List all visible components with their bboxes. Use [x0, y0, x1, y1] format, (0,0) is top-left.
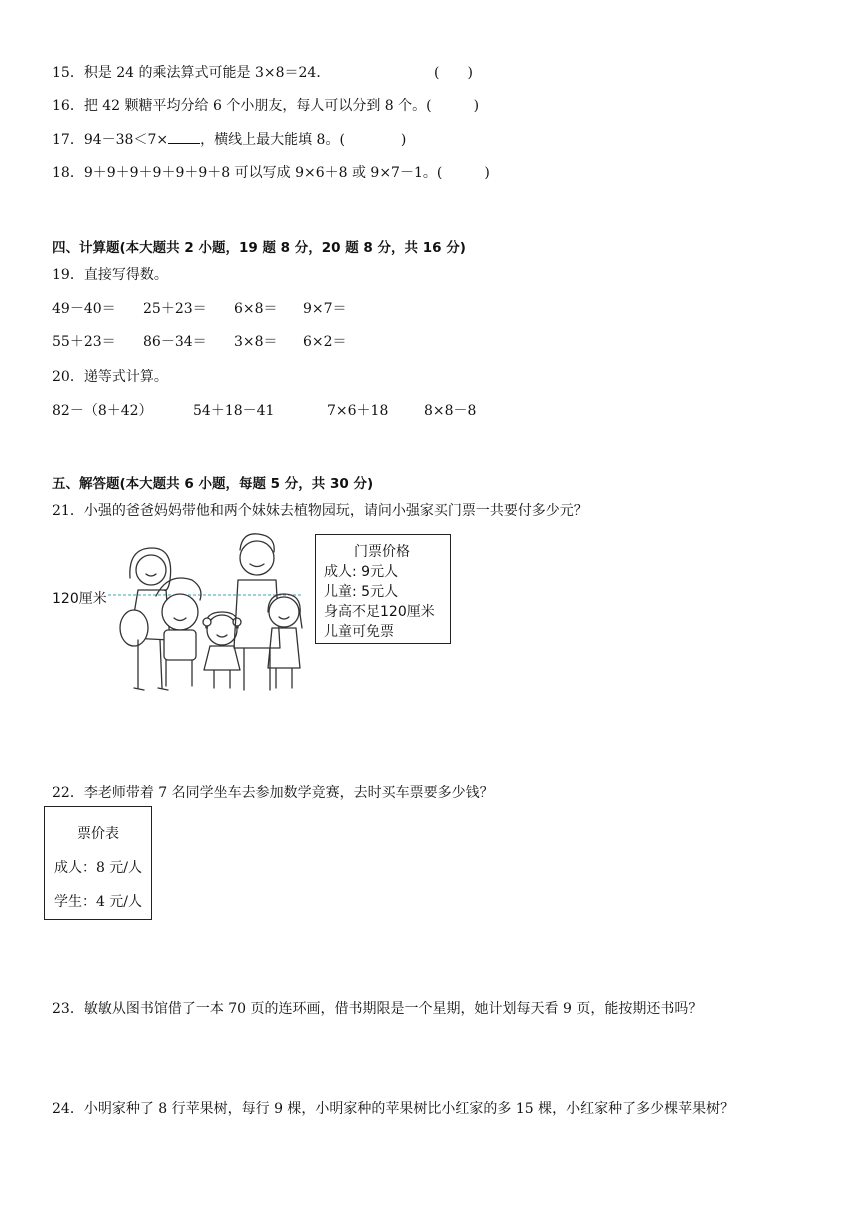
height-label: 120厘米	[52, 591, 107, 607]
question-24: 24．小明家种了 8 行苹果树，每行 9 棵，小明家种的苹果树比小红家的多 15 棵，小红家种了多少棵苹果树？	[52, 1101, 735, 1117]
calc-item: 7×6＋18	[327, 403, 389, 419]
calc-item: 6×8＝	[234, 301, 278, 317]
price-table-box	[44, 806, 152, 920]
question-15-text: 15．积是 24 的乘法算式可能是 3×8＝24．	[52, 65, 331, 81]
price-table-student: 学生：4 元/人	[53, 894, 143, 910]
question-16	[52, 95, 479, 115]
question-17-answer-paren[interactable]: ( )	[339, 132, 407, 148]
ticket-price-box	[315, 534, 451, 644]
question-17-text-after: ，横线上最大能填 8。	[200, 132, 340, 148]
question-15	[52, 62, 330, 82]
question-22: 22．李老师带着 7 名同学坐车去参加数学竞赛，去时买车票要多少钱？	[52, 785, 494, 801]
calc-item: 8×8－8	[424, 403, 477, 419]
boy-figure	[156, 578, 201, 686]
calc-item: 49－40＝	[52, 301, 116, 317]
question-17-blank[interactable]	[168, 131, 200, 144]
question-18	[52, 162, 490, 182]
calc-item: 9×7＝	[303, 301, 347, 317]
older-sister-figure	[268, 594, 302, 688]
question-19: 19．直接写得数。	[52, 267, 168, 283]
section-5-heading: 五、解答题(本大题共 6 小题，每题 5 分，共 30 分)	[52, 476, 374, 492]
question-18-text: 18．9＋9＋9＋9＋9＋9＋8 可以写成 9×6＋8 或 9×7－1。	[52, 165, 437, 181]
section-4-heading: 四、计算题(本大题共 2 小题，19 题 8 分，20 题 8 分，共 16 分)	[52, 240, 466, 256]
question-18-answer-paren[interactable]: ( )	[436, 165, 490, 181]
question-21: 21．小强的爸爸妈妈带他和两个妹妹去植物园玩，请问小强家买门票一共要付多少元？	[52, 503, 588, 519]
ticket-title: 门票价格	[354, 544, 410, 560]
price-table-adult: 成人：8 元/人	[53, 860, 143, 876]
price-table-title: 票价表	[77, 826, 119, 842]
calc-item: 82－（8＋42）	[52, 403, 153, 419]
calc-item: 3×8＝	[234, 334, 278, 350]
question-16-text: 16．把 42 颗糖平均分给 6 个小朋友，每人可以分到 8 个。	[52, 98, 427, 114]
calc-item: 6×2＝	[303, 334, 347, 350]
question-23: 23．敏敏从图书馆借了一本 70 页的连环画，借书期限是一个星期，她计划每天看 9 页，能按期还书吗？	[52, 1001, 703, 1017]
ticket-note-1: 身高不足120厘米	[324, 604, 435, 620]
ticket-adult: 成人: 9元人	[324, 564, 399, 580]
calc-item: 54＋18－41	[193, 403, 275, 419]
family-illustration	[108, 528, 308, 698]
question-15-answer-paren[interactable]: ( )	[434, 65, 473, 81]
calc-item: 55＋23＝	[52, 334, 116, 350]
question-16-answer-paren[interactable]: ( )	[426, 98, 480, 114]
question-17	[52, 129, 406, 149]
question-20: 20．递等式计算。	[52, 369, 168, 385]
question-17-text-before: 17．94－38＜7×	[52, 132, 169, 148]
ticket-child: 儿童: 5元人	[324, 584, 399, 600]
calc-item: 86－34＝	[143, 334, 207, 350]
ticket-note-2: 儿童可免票	[324, 624, 394, 640]
calc-item: 25＋23＝	[143, 301, 207, 317]
